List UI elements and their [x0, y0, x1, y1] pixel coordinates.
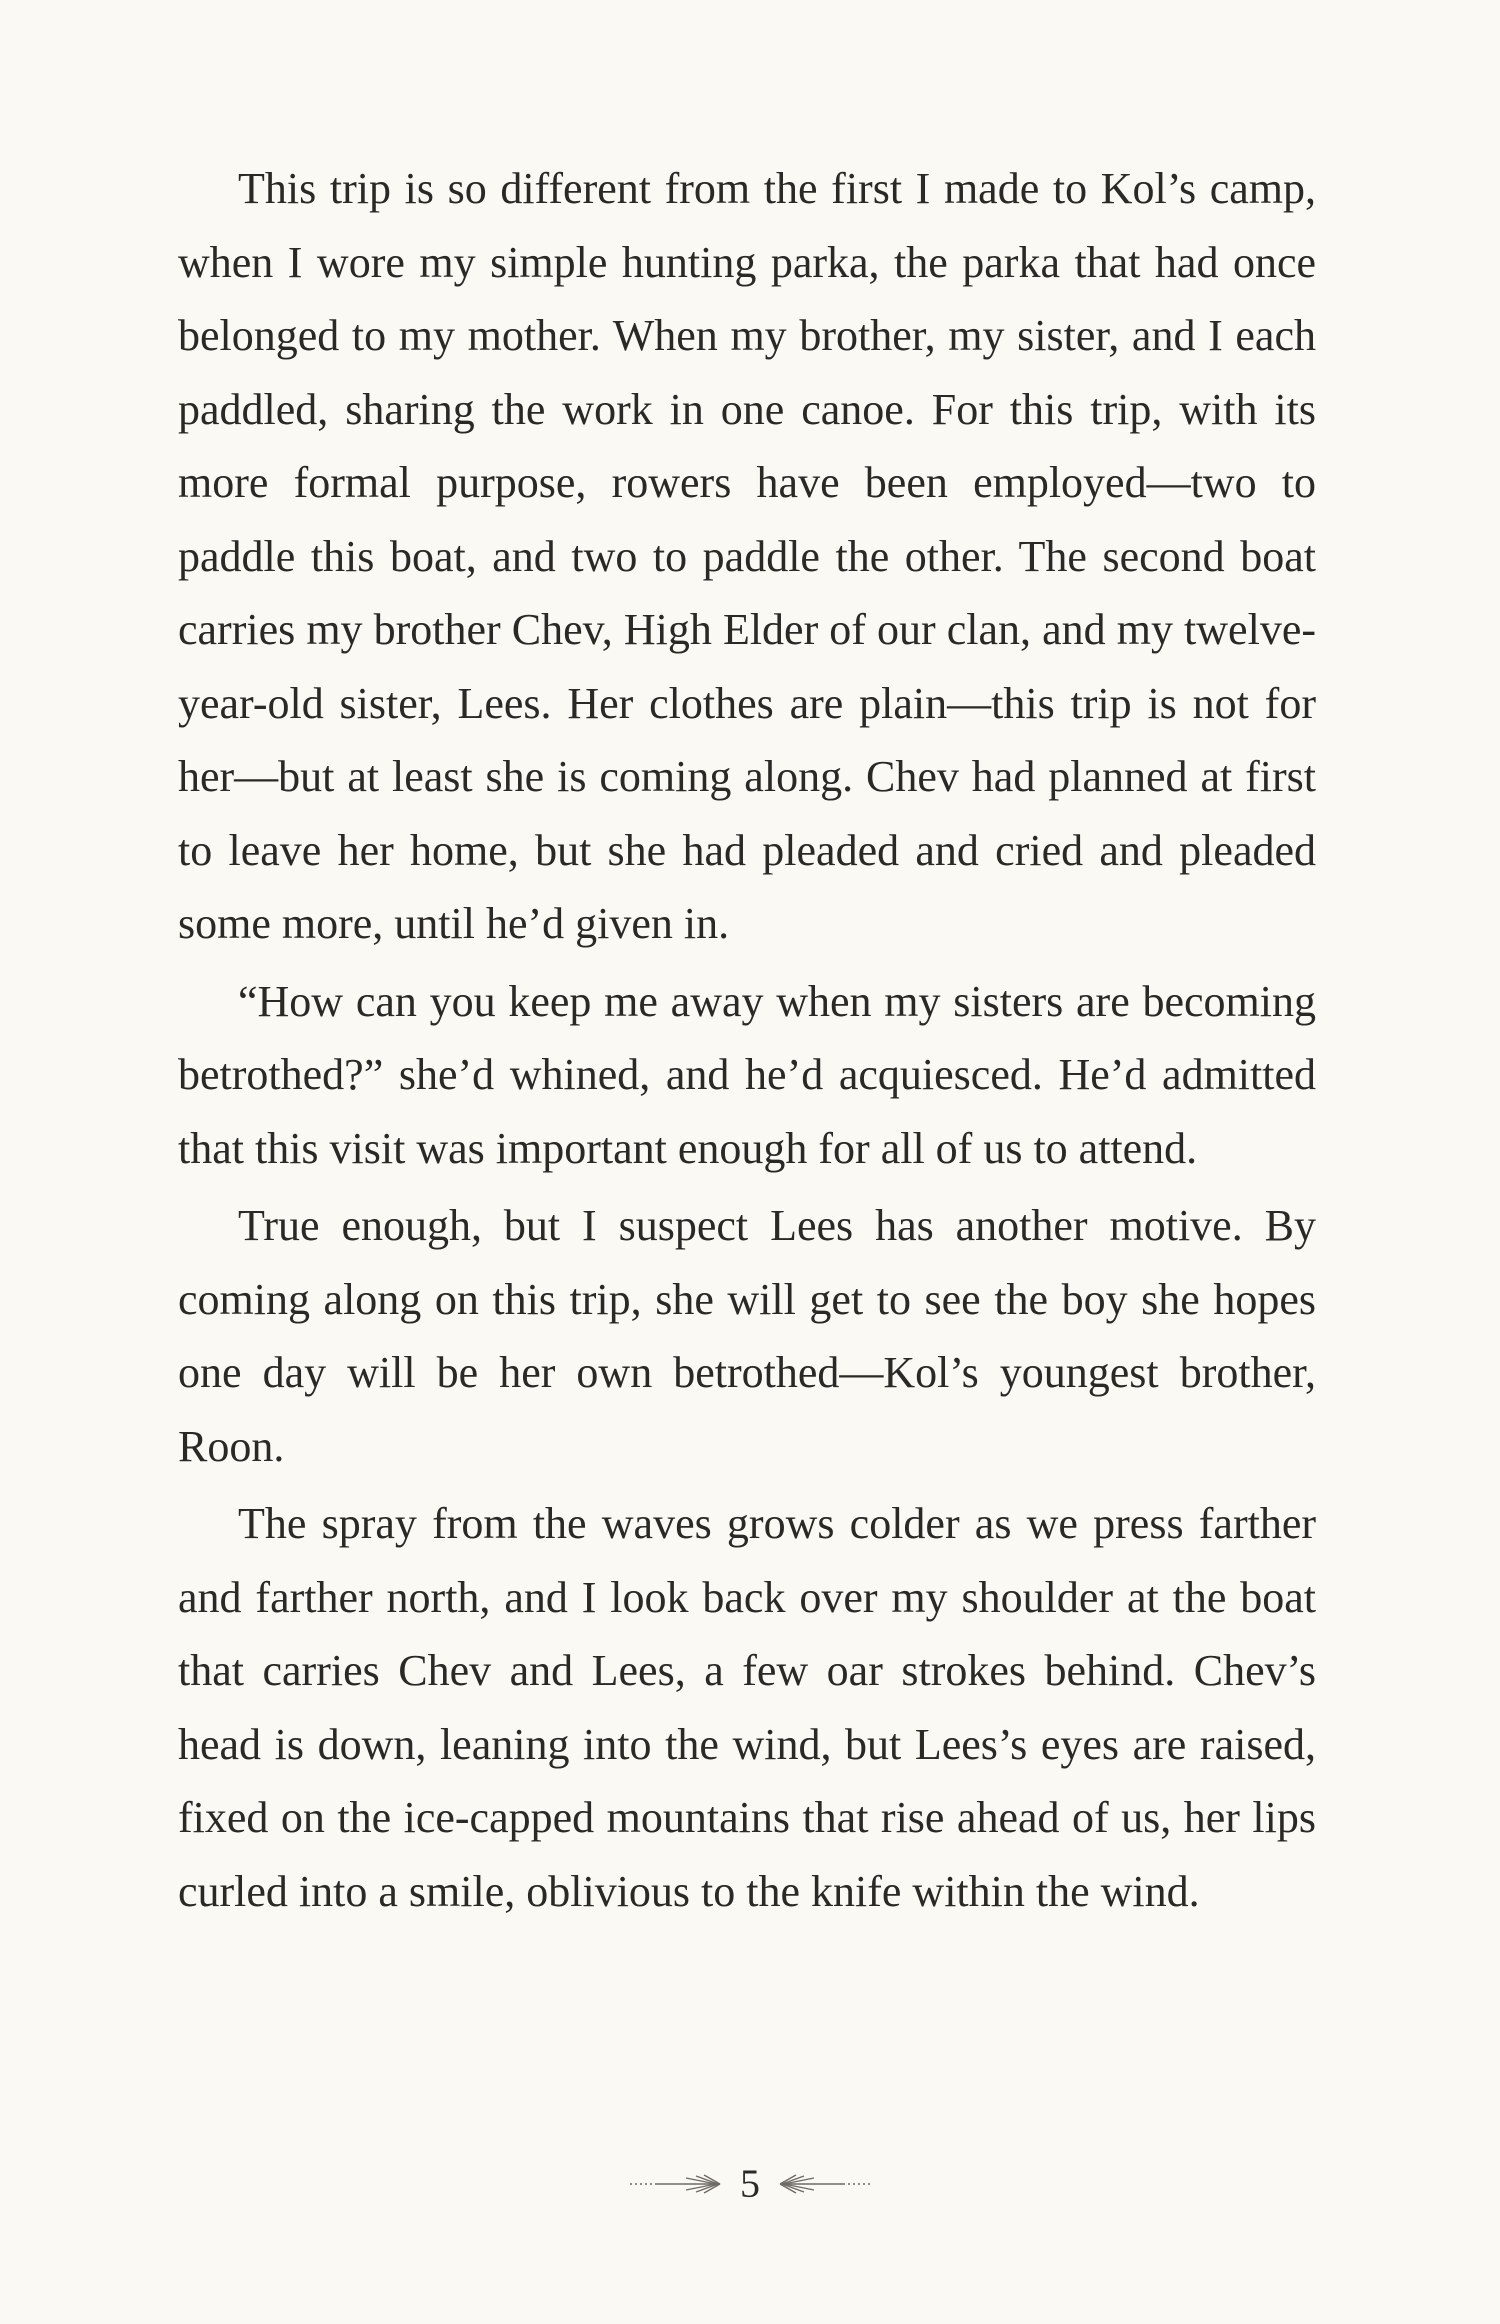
paragraph-3: True enough, but I suspect Lees has another motive. By coming along on this trip, she will get to see the boy she hopes one day will be her own betrothed—Kol’s youngest brother, Roon.: [178, 1201, 1316, 1471]
page-footer: [0, 2160, 1500, 2208]
ornament-right-icon: [774, 2172, 874, 2196]
paragraph-4: The spray from the waves grows colder as we press farther and farther north, and I look back over my shoulder at the boat that carries Chev and Lees, a few oar strokes behind. Chev’s head is down, leaning into the wind, but Lees’s eyes are raised, fixed on the ice-capped mountains that rise ahead of us, her lips curled into a smile, oblivious to the knife within the wind.: [178, 1499, 1316, 1916]
paragraph-1: This trip is so different from the first I made to Kol’s camp, when I wore my simple hunting parka, the parka that had once belonged to my mother. When my brother, my sister, and I each paddled, sharing the work in one canoe. For this trip, with its more formal purpose, rowers have been employed—two to paddle this boat, and two to paddle the other. The second boat carries my brother Chev, High Elder of our clan, and my twelve-year-old sister, Lees. Her clothes are plain—this trip is not for her—but at least she is coming along. Chev had planned at first to leave her home, but she had pleaded and cried and pleaded some more, until he’d given in.: [178, 164, 1316, 948]
body-text: [178, 152, 1316, 1932]
paragraph-2: “How can you keep me away when my sisters are becoming betrothed?” she’d whined, and he’d acquiesced. He’d admitted that this visit was important enough for all of us to attend.: [178, 976, 1316, 1173]
ornament-left-icon: [626, 2172, 726, 2196]
page-number: 5: [740, 2161, 760, 2206]
